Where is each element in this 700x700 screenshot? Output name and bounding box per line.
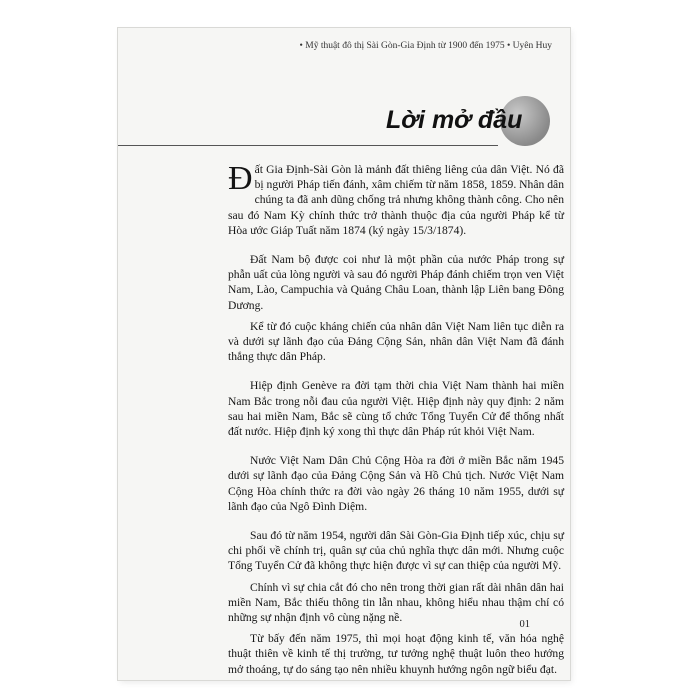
paragraph-5: Nước Việt Nam Dân Chủ Cộng Hòa ra đời ở miền Bắc năm 1945 dưới sự lãnh đạo của Đảng Cộng Sản và Hồ Chủ tịch. Nước Việt Nam Cộng Hòa chính thức ra đời vào ngày 26 tháng 10 năm 1955, dưới sự lãnh đạo của Ngô Đình Diệm. bbox=[228, 454, 564, 513]
body-text bbox=[228, 162, 564, 680]
paragraph-1-text: ất Gia Định-Sài Gòn là mảnh đất thiêng liêng của dân Việt. Nó đã bị người Pháp tiến đánh, xâm chiếm từ năm 1858, 1859. Nhân dân chúng ta đã anh dũng chống trả nhưng không thành công. Cho nên sau đó Nam Kỳ chính thức trở thành thuộc địa của người Pháp kể từ Hòa ước Giáp Tuất năm 1874 (ký ngày 15/3/1874). bbox=[228, 163, 564, 237]
page-number: 01 bbox=[519, 619, 530, 630]
paragraph-4: Hiệp định Genève ra đời tạm thời chia Việt Nam thành hai miền Nam Bắc trong nỗi đau của người Việt. Hiệp định này quy định: 2 năm sau hai miền Nam, Bắc sẽ cùng tổ chức Tổng Tuyển Cử để thống nhất đất nước. Hiệp định ký xong thì thực dân Pháp rút khỏi Việt Nam. bbox=[228, 379, 564, 439]
paragraph-7: Chính vì sự chia cắt đó cho nên trong thời gian rất dài nhân dân hai miền Nam, Bắc thiếu thông tin lẫn nhau, không hiểu nhau thậm chí có những sự nhận định vô cùng nặng nề. bbox=[228, 580, 564, 625]
chapter-title: Lời mở đầu bbox=[386, 106, 523, 134]
paragraph-1 bbox=[228, 162, 564, 238]
chapter-title-block bbox=[382, 94, 547, 150]
paragraph-2: Đất Nam bộ được coi như là một phần của nước Pháp trong sự phẫn uất của lòng người và sau đó người Pháp đánh chiếm trọn ven Việt Nam, Lào, Campuchia và Quảng Châu Loan, thành lập Liên bang Đông Dương. bbox=[228, 253, 564, 312]
paragraph-6: Sau đó từ năm 1954, người dân Sài Gòn-Gia Định tiếp xúc, chịu sự chi phối về chính trị, quân sự của chủ nghĩa thực dân mới. Nhưng cuộc Tổng Tuyển Cử đã không thực hiện được vì sự can thiệp của người Mỹ. bbox=[228, 529, 564, 573]
book-page bbox=[118, 28, 570, 680]
running-head: • Mỹ thuật đô thị Sài Gòn-Gia Định từ 1900 đến 1975 • Uyên Huy bbox=[299, 41, 552, 51]
paragraph-8: Từ bấy đến năm 1975, thì mọi hoạt động kinh tế, văn hóa nghệ thuật thiên về kinh tế thị trường, tư tưởng nghệ thuật luôn theo hướng mở thoáng, tự do sáng tạo nên nhiều khuynh hướng ngôn ngữ biểu đạt. bbox=[228, 632, 564, 676]
paragraph-3: Kể từ đó cuộc kháng chiến của nhân dân Việt Nam liên tục diễn ra và dưới sự lãnh đạo của Đảng Cộng Sản, nhân dân Việt Nam đã đánh thắng thực dân Pháp. bbox=[228, 319, 564, 364]
drop-cap: Đ bbox=[228, 160, 253, 197]
